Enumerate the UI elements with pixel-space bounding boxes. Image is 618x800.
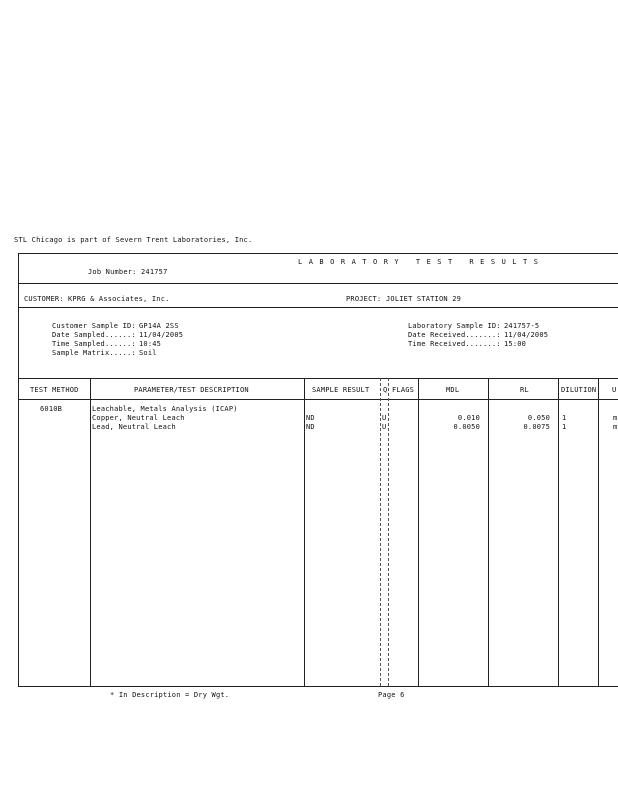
col-divider-dilution — [598, 378, 599, 686]
row-parameter: Lead, Neutral Leach — [92, 423, 176, 431]
time-sampled-label: Time Sampled......: — [52, 340, 136, 348]
col-header-sample-result: SAMPLE RESULT — [312, 386, 370, 394]
col-header-parameter: PARAMETER/TEST DESCRIPTION — [134, 386, 249, 394]
date-received-label: Date Received.......: — [408, 331, 501, 339]
customer-divider — [18, 307, 618, 308]
group-label: Leachable, Metals Analysis (ICAP) — [92, 405, 238, 413]
time-received-label: Time Received.......: — [408, 340, 501, 348]
col-divider-method — [90, 378, 91, 686]
frame-top-line — [18, 253, 618, 254]
col-divider-parameter — [304, 378, 305, 686]
col-divider-flags — [418, 378, 419, 686]
frame-left-line — [18, 253, 19, 687]
sample-matrix: Soil — [139, 349, 157, 357]
col-header-mdl: MDL — [446, 386, 460, 394]
col-divider-q — [388, 378, 390, 686]
row-units: m — [613, 423, 618, 431]
time-received: 15:00 — [504, 340, 527, 348]
row-units: m — [613, 414, 618, 422]
test-method: 6010B — [40, 405, 63, 413]
row-q: U — [382, 414, 387, 422]
footer-note: * In Description = Dry Wgt. — [110, 691, 230, 699]
page-number: Page 6 — [378, 691, 405, 699]
row-q: U — [382, 423, 387, 431]
row-result: ND — [306, 414, 315, 422]
sample-matrix-label: Sample Matrix.....: — [52, 349, 136, 357]
date-received: 11/04/2005 — [504, 331, 549, 339]
lab-sample-id-label: Laboratory Sample ID: — [408, 322, 501, 330]
col-header-flags: FLAGS — [392, 386, 415, 394]
row-mdl: 0.010 — [457, 414, 480, 422]
col-header-test-method: TEST METHOD — [30, 386, 79, 394]
row-rl: 0.0075 — [523, 423, 550, 431]
date-sampled: 11/04/2005 — [139, 331, 184, 339]
row-result: ND — [306, 423, 315, 431]
customer-sample-id-label: Customer Sample ID: — [52, 322, 136, 330]
lab-sample-id: 241757-5 — [504, 322, 540, 330]
col-header-dilution: DILUTION — [561, 386, 597, 394]
job-number-label: Job Number: — [88, 268, 137, 276]
job-number: 241757 — [141, 268, 168, 276]
project-label: PROJECT: — [346, 295, 382, 303]
table-header-line — [18, 399, 618, 400]
row-dilution: 1 — [562, 414, 567, 422]
report-title: LABORATORY TEST RESULTS — [298, 258, 545, 266]
customer-name: KPRG & Associates, Inc. — [68, 295, 170, 303]
col-header-units: U — [612, 386, 617, 394]
row-mdl: 0.0050 — [453, 423, 480, 431]
table-bottom-line — [18, 686, 618, 687]
col-divider-rl — [558, 378, 559, 686]
col-divider-mdl — [488, 378, 489, 686]
company-note: STL Chicago is part of Severn Trent Laboratories, Inc. — [14, 236, 253, 244]
customer-label: CUSTOMER: — [24, 295, 64, 303]
customer-sample-id: GP14A 2SS — [139, 322, 179, 330]
col-header-rl: RL — [520, 386, 529, 394]
row-dilution: 1 — [562, 423, 567, 431]
time-sampled: 10:45 — [139, 340, 162, 348]
row-rl: 0.050 — [527, 414, 550, 422]
date-sampled-label: Date Sampled......: — [52, 331, 136, 339]
row-parameter: Copper, Neutral Leach — [92, 414, 185, 422]
title-divider — [18, 283, 618, 284]
table-top-line — [18, 378, 618, 379]
project-name: JOLIET STATION 29 — [386, 295, 462, 303]
col-header-q: Q — [383, 386, 388, 394]
